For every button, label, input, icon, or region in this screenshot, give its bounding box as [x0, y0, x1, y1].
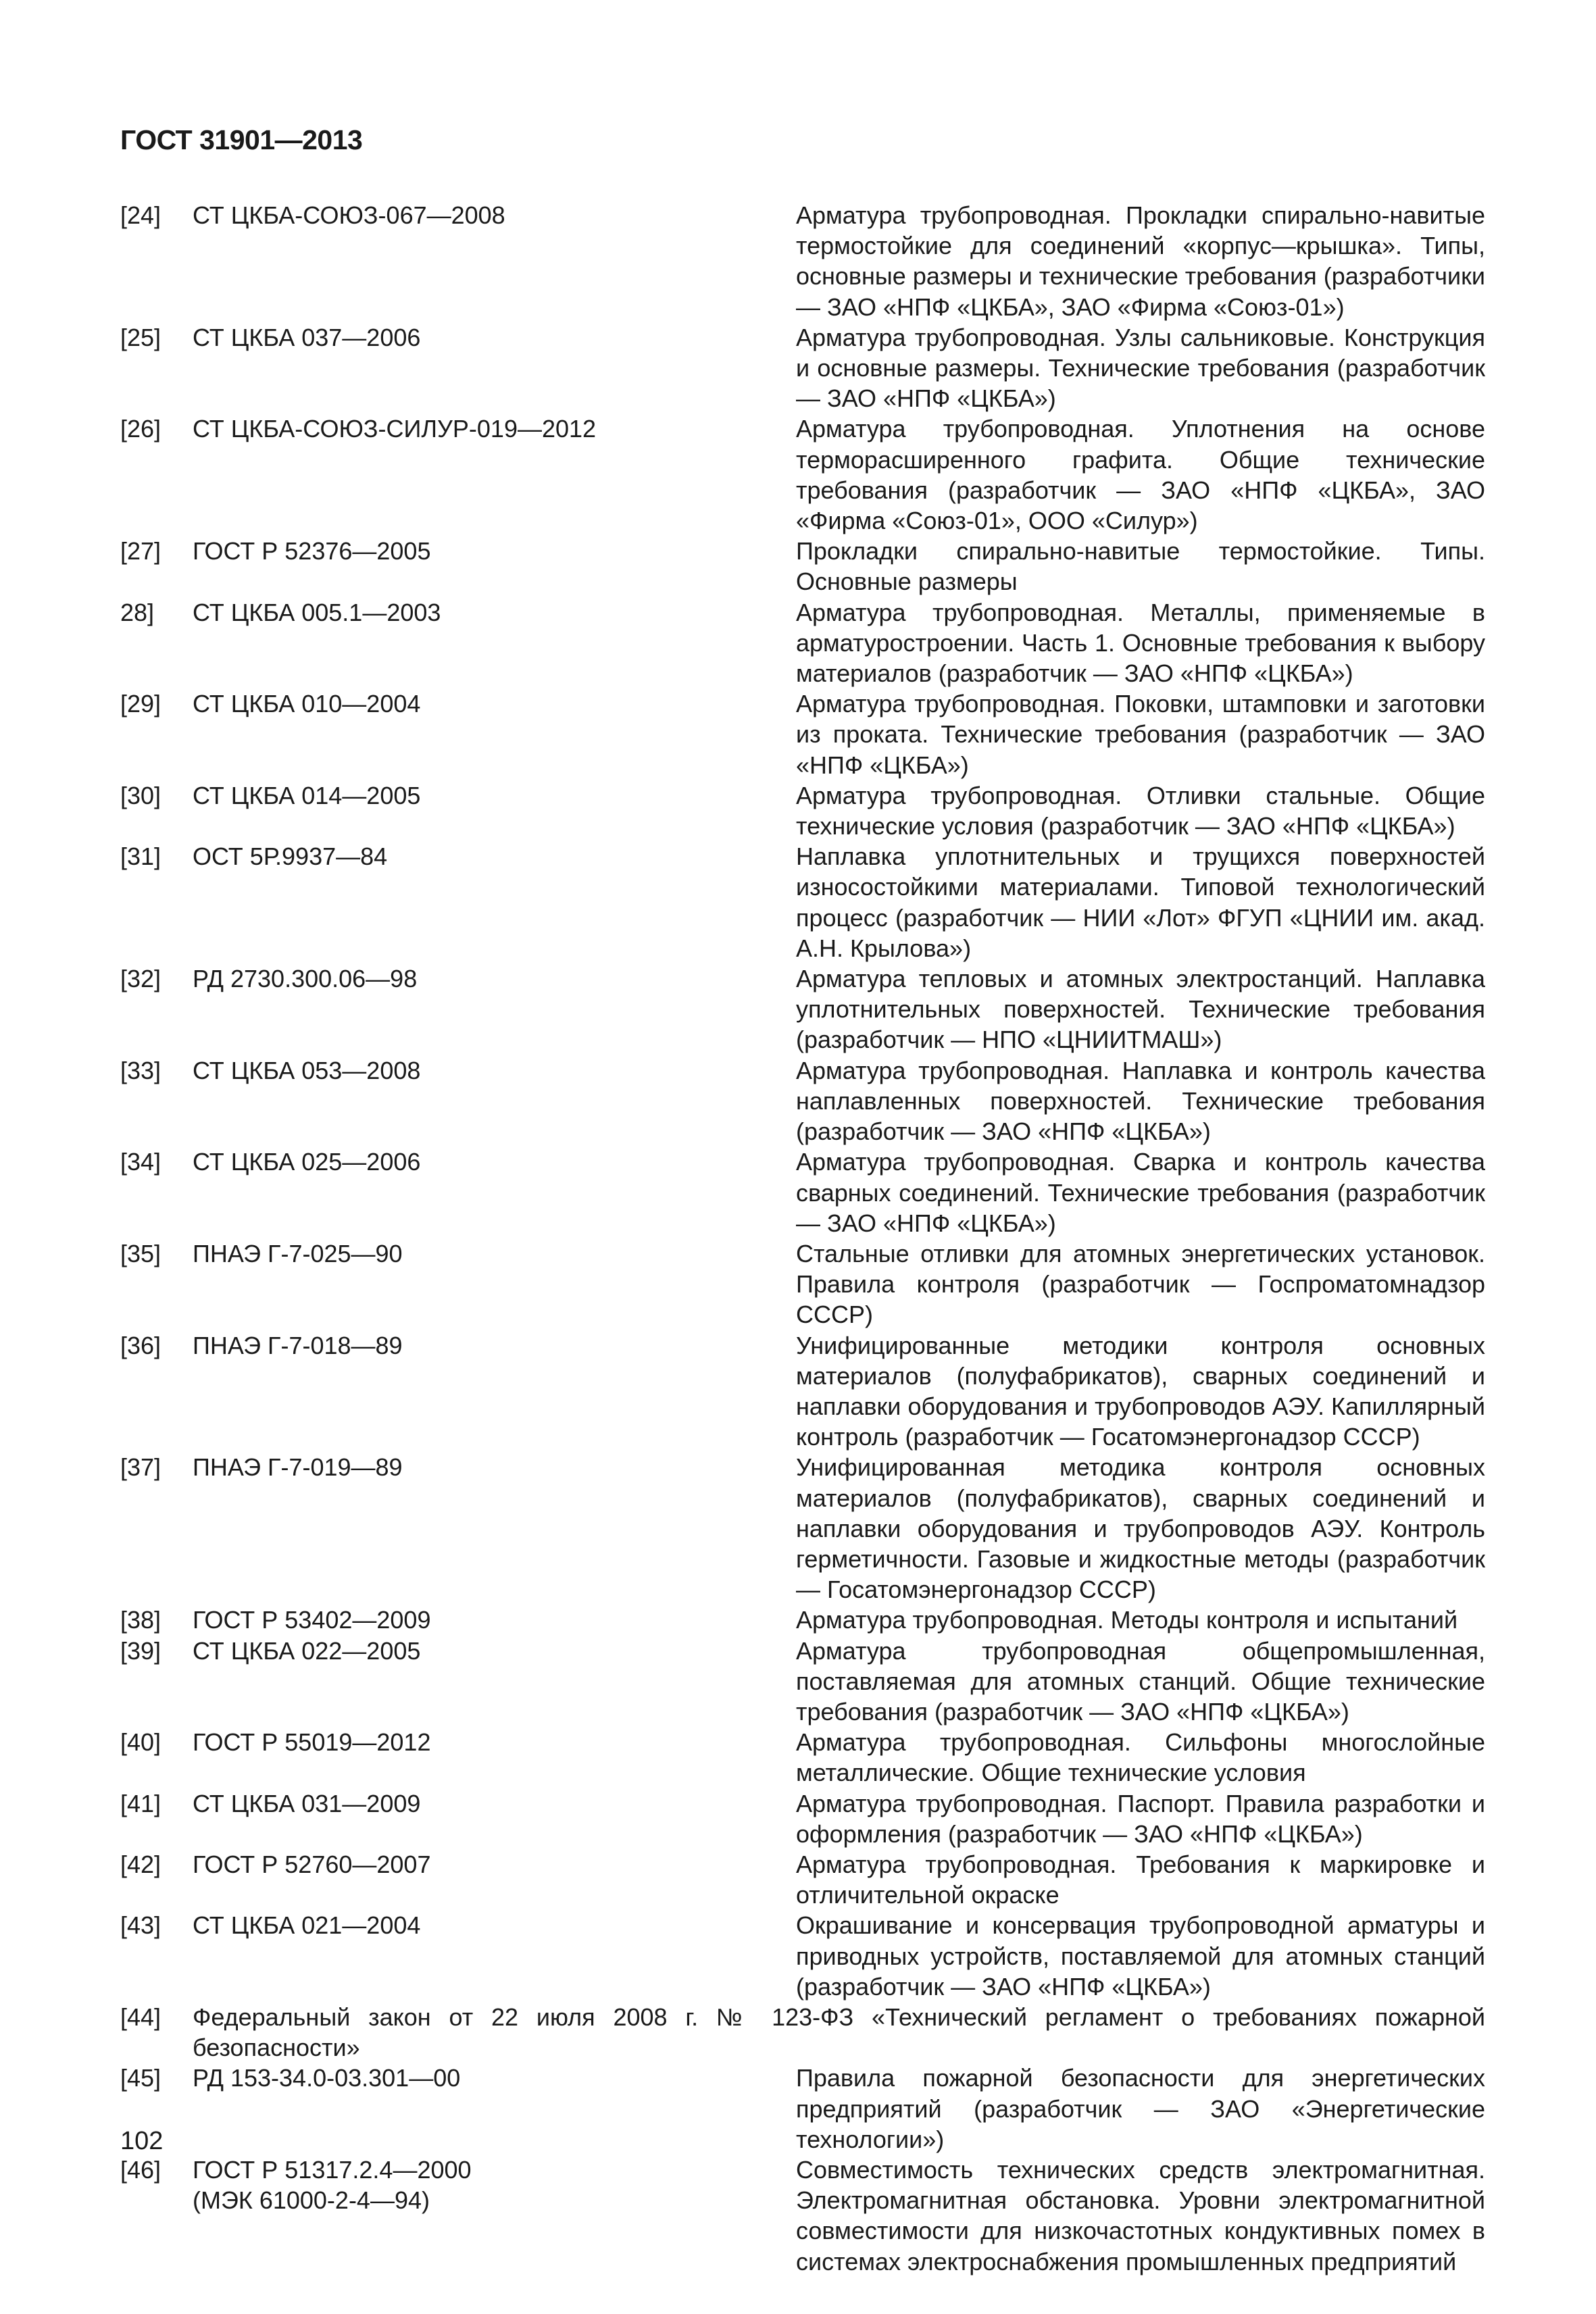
- reference-entry: [120, 536, 1485, 597]
- reference-entry: [120, 963, 1485, 1055]
- reference-number: [25]: [120, 323, 161, 351]
- reference-code: СТ ЦКБА 025—2006: [193, 1148, 421, 1176]
- reference-code: РД 2730.300.06—98: [193, 965, 418, 993]
- reference-number: [46]: [120, 2156, 161, 2184]
- reference-entry: [120, 780, 1485, 841]
- reference-number: [24]: [120, 201, 161, 229]
- reference-entry: [120, 1452, 1485, 1605]
- reference-title: Окрашивание и консервация трубопроводной арматуры и приводных устройств, поставляемой для атомных станций (разработчик — ЗАО «НПФ «ЦКБА»): [796, 1911, 1485, 2001]
- reference-number: [38]: [120, 1606, 161, 1634]
- reference-entry: [120, 2063, 1485, 2155]
- reference-title: Правила пожарной безопасности для энергетических предприятий (разработчик — ЗАО «Энергетические технологии»): [796, 2064, 1485, 2153]
- reference-number: [35]: [120, 1239, 161, 1267]
- reference-entry: [120, 1636, 1485, 1728]
- reference-title: Арматура тепловых и атомных электростанций. Наплавка уплотнительных поверхностей. Технические требования (разработчик — НПО «ЦНИИТМАШ»): [796, 965, 1485, 1054]
- reference-entry: [120, 1788, 1485, 1849]
- reference-title: Арматура трубопроводная. Сильфоны многослойные металлические. Общие технические условия: [796, 1728, 1485, 1787]
- reference-number: [30]: [120, 781, 161, 809]
- reference-entry: [120, 2155, 1485, 2277]
- reference-code: ОСТ 5Р.9937—84: [193, 842, 388, 871]
- reference-code: ГОСТ Р 52376—2005: [193, 537, 431, 565]
- reference-entry: [120, 1147, 1485, 1238]
- reference-title: Арматура трубопроводная. Прокладки спирально-навитые термостойкие для соединений «корпус—крышка». Типы, основные размеры и технические требования (разработчики — ЗАО «НПФ «ЦКБА», ЗАО «Фирма «Союз-01»): [796, 201, 1485, 321]
- reference-number: [31]: [120, 842, 161, 871]
- reference-list: [120, 200, 1485, 2277]
- reference-title: Арматура трубопроводная. Сварка и контроль качества сварных соединений. Технические требования (разработчик — ЗАО «НПФ «ЦКБА»): [796, 1148, 1485, 1237]
- reference-number: [27]: [120, 537, 161, 565]
- reference-title: Унифицированная методика контроля основных материалов (полуфабрикатов), сварных соединений и наплавки оборудования и трубопроводов АЭУ. Контроль герметичности. Газовые и жидкостные методы (разработчик — Госатомэнергонадзор СССР): [796, 1453, 1485, 1604]
- reference-entry: [120, 322, 1485, 414]
- reference-number: [45]: [120, 2064, 161, 2092]
- reference-title: Арматура трубопроводная. Методы контроля и испытаний: [796, 1606, 1458, 1634]
- reference-code: СТ ЦКБА 031—2009: [193, 1789, 421, 1817]
- reference-number: [40]: [120, 1728, 161, 1757]
- reference-title: Арматура трубопроводная. Металлы, применяемые в арматуростроении. Часть 1. Основные требования к выбору материалов (разработчик — ЗАО «НПФ «ЦКБА»): [796, 598, 1485, 688]
- reference-code: ПНАЭ Г-7-025—90: [193, 1239, 403, 1267]
- reference-number: [39]: [120, 1636, 161, 1665]
- reference-title: Арматура трубопроводная общепромышленная, поставляемая для атомных станций. Общие технические требования (разработчик — ЗАО «НПФ «ЦКБА»): [796, 1636, 1485, 1726]
- reference-entry: [120, 688, 1485, 780]
- reference-code: ГОСТ Р 51317.2.4—2000 (МЭК 61000-2-4—94): [193, 2156, 472, 2215]
- reference-title: Арматура трубопроводная. Паспорт. Правила разработки и оформления (разработчик — ЗАО «НПФ «ЦКБА»): [796, 1789, 1485, 1848]
- reference-number: [26]: [120, 415, 161, 443]
- reference-number: [43]: [120, 1911, 161, 1940]
- reference-title: Арматура трубопроводная. Требования к маркировке и отличительной окраске: [796, 1850, 1485, 1909]
- reference-entry: [120, 1055, 1485, 1147]
- reference-code: ГОСТ Р 55019—2012: [193, 1728, 431, 1757]
- reference-number: [37]: [120, 1453, 161, 1482]
- reference-entry: [120, 413, 1485, 536]
- reference-code: СТ ЦКБА 022—2005: [193, 1636, 421, 1665]
- reference-number: 28]: [120, 598, 155, 626]
- reference-code: СТ ЦКБА 053—2008: [193, 1056, 421, 1084]
- reference-entry: [120, 597, 1485, 689]
- reference-title: Арматура трубопроводная. Узлы сальниковые. Конструкция и основные размеры. Технические требования (разработчик — ЗАО «НПФ «ЦКБА»): [796, 323, 1485, 413]
- reference-entry: [120, 1910, 1485, 2002]
- reference-entry: [120, 1605, 1485, 1635]
- reference-title: Арматура трубопроводная. Отливки стальные. Общие технические условия (разработчик — ЗАО «НПФ «ЦКБА»): [796, 781, 1485, 840]
- reference-number: [44]: [120, 2003, 161, 2031]
- reference-entry: [120, 841, 1485, 963]
- reference-number: [33]: [120, 1056, 161, 1084]
- reference-title: Стальные отливки для атомных энергетических установок. Правила контроля (разработчик — Госпроматомнадзор СССР): [796, 1239, 1485, 1329]
- reference-entry: [120, 1330, 1485, 1453]
- reference-entry: [120, 1727, 1485, 1788]
- reference-title: Арматура трубопроводная. Уплотнения на основе терморасширенного графита. Общие технические требования (разработчик — ЗАО «НПФ «ЦКБА», ЗАО «Фирма «Союз-01», ООО «Силур»): [796, 415, 1485, 535]
- reference-code: ГОСТ Р 53402—2009: [193, 1606, 431, 1634]
- reference-code: СТ ЦКБА 037—2006: [193, 323, 421, 351]
- reference-code: СТ ЦКБА-СОЮЗ-067—2008: [193, 201, 505, 229]
- page-number: 102: [120, 2127, 164, 2155]
- reference-title: Наплавка уплотнительных и трущихся поверхностей износостойкими материалами. Типовой технологический процесс (разработчик — НИИ «Лот» ФГУП «ЦНИИ им. акад. А.Н. Крылова»): [796, 842, 1485, 962]
- reference-number: [41]: [120, 1789, 161, 1817]
- reference-code: ПНАЭ Г-7-018—89: [193, 1331, 403, 1359]
- reference-code: СТ ЦКБА 010—2004: [193, 690, 421, 718]
- reference-code: ГОСТ Р 52760—2007: [193, 1850, 431, 1878]
- reference-title: Совместимость технических средств электромагнитная. Электромагнитная обстановка. Уровни электромагнитной совместимости для низкочастотных кондуктивных помех в системах электроснабжения промышленных предприятий: [796, 2156, 1485, 2275]
- reference-entry: [120, 200, 1485, 322]
- reference-code: РД 153-34.0-03.301—00: [193, 2064, 461, 2092]
- document-header: ГОСТ 31901—2013: [120, 124, 363, 155]
- reference-title: Прокладки спирально-навитые термостойкие. Типы. Основные размеры: [796, 537, 1485, 596]
- reference-title: Унифицированные методики контроля основных материалов (полуфабрикатов), сварных соединений и наплавки оборудования и трубопроводов АЭУ. Капиллярный контроль (разработчик — Госатомэнергонадзор СССР): [796, 1331, 1485, 1451]
- reference-entry: [120, 1238, 1485, 1330]
- reference-code: ПНАЭ Г-7-019—89: [193, 1453, 403, 1482]
- reference-code: СТ ЦКБА 021—2004: [193, 1911, 421, 1940]
- reference-full-text: Федеральный закон от 22 июля 2008 г. № 123-ФЗ «Технический регламент о требованиях пожарной безопасности»: [193, 2003, 1485, 2062]
- reference-number: [36]: [120, 1331, 161, 1359]
- reference-title: Арматура трубопроводная. Поковки, штамповки и заготовки из проката. Технические требования (разработчик — ЗАО «НПФ «ЦКБА»): [796, 690, 1485, 779]
- reference-number: [34]: [120, 1148, 161, 1176]
- reference-entry: [120, 2002, 1485, 2063]
- reference-entry: [120, 1849, 1485, 1910]
- reference-code: СТ ЦКБА-СОЮЗ-СИЛУР-019—2012: [193, 415, 597, 443]
- reference-code: СТ ЦКБА 014—2005: [193, 781, 421, 809]
- reference-code: СТ ЦКБА 005.1—2003: [193, 598, 441, 626]
- reference-title: Арматура трубопроводная. Наплавка и контроль качества наплавленных поверхностей. Технические требования (разработчик — ЗАО «НПФ «ЦКБА»): [796, 1056, 1485, 1146]
- reference-number: [32]: [120, 965, 161, 993]
- reference-number: [42]: [120, 1850, 161, 1878]
- reference-number: [29]: [120, 690, 161, 718]
